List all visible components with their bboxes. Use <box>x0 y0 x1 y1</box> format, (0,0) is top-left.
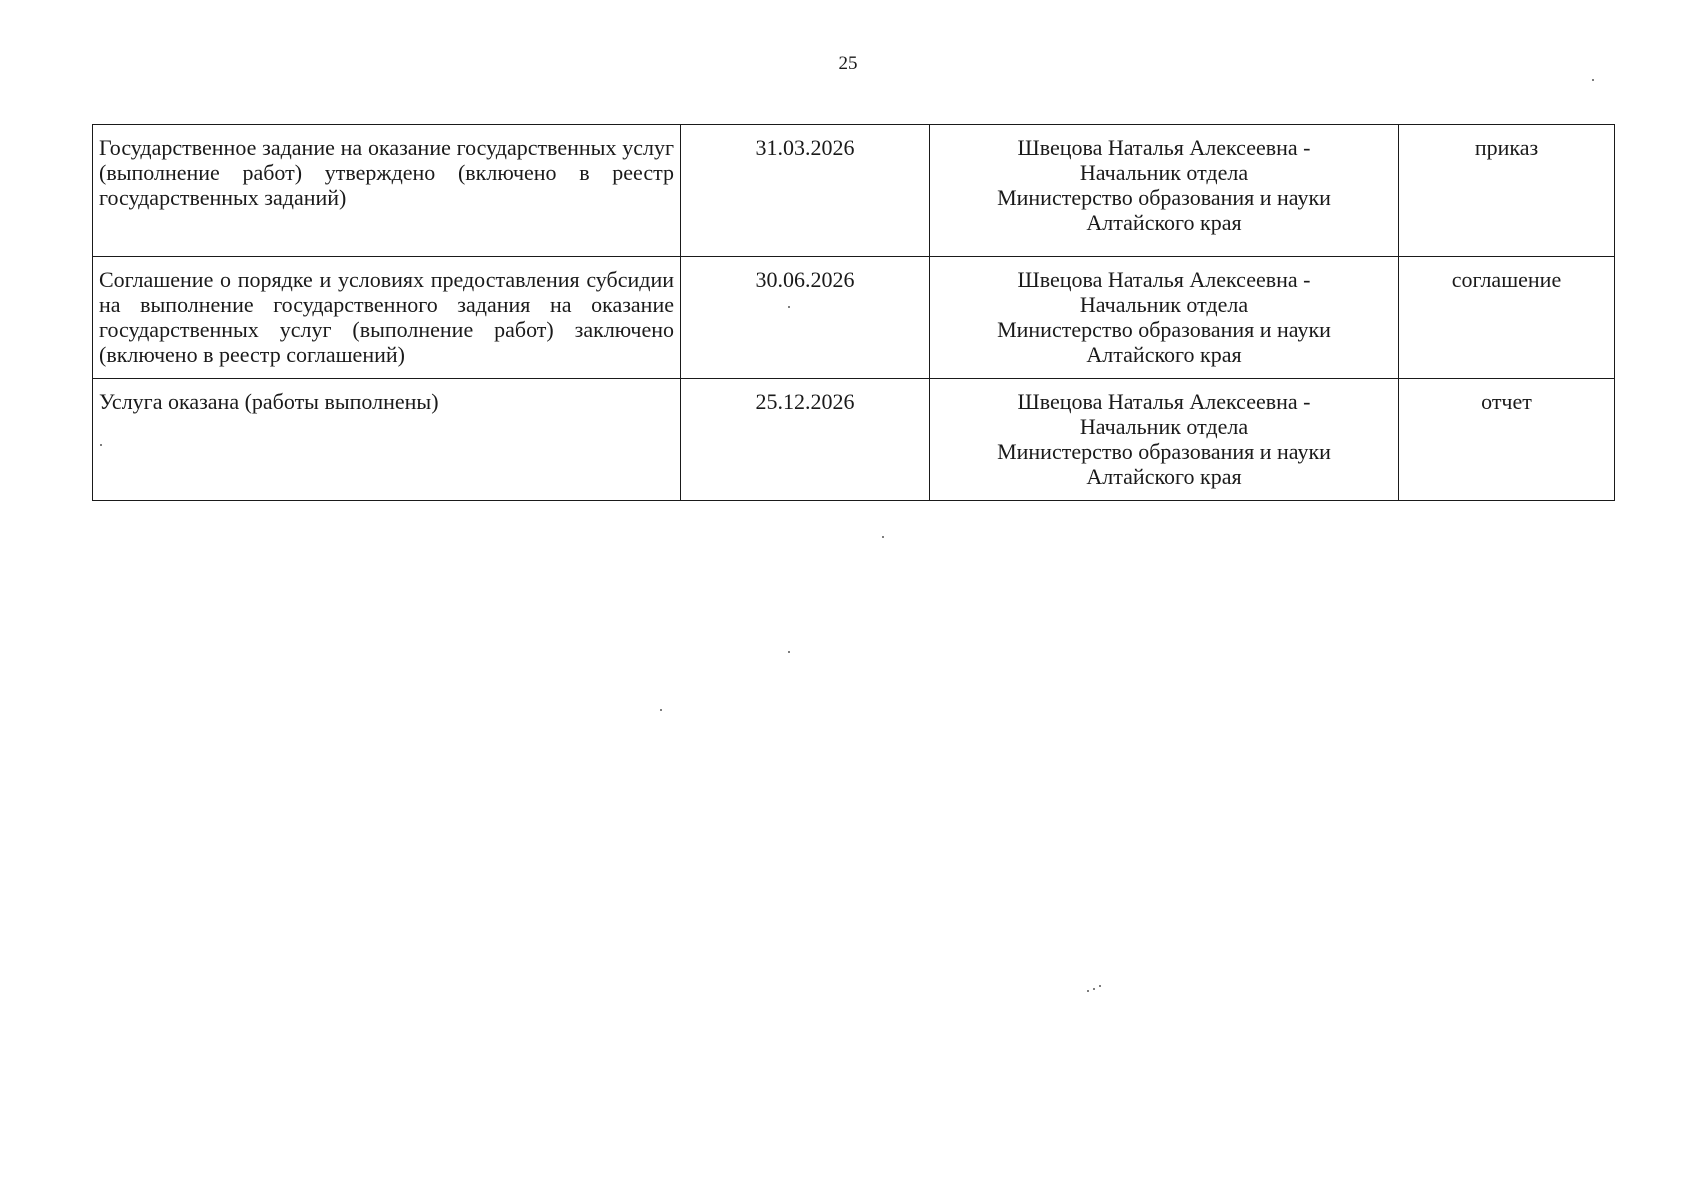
scan-speck <box>1093 988 1095 990</box>
scan-speck <box>100 444 102 446</box>
scan-speck <box>1099 985 1101 987</box>
scan-speck <box>1592 79 1594 81</box>
event-cell: Соглашение о порядке и условиях предоставления субсидии на выполнение государственного задания на оказание государственных услуг (выполнение работ) заключено (включено в реестр соглашений) <box>93 257 681 379</box>
schedule-table <box>92 124 1615 501</box>
scan-speck <box>660 709 662 711</box>
date-cell: 31.03.2026 <box>681 125 930 257</box>
table-row <box>93 257 1615 379</box>
table-row <box>93 125 1615 257</box>
scan-speck <box>1087 990 1089 992</box>
responsible-name: Швецова Наталья Алексеевна - <box>1017 267 1311 292</box>
responsible-org: Министерство образования и науки <box>997 317 1331 342</box>
responsible-cell <box>930 379 1399 501</box>
responsible-org: Министерство образования и науки <box>997 439 1331 464</box>
page-number: 25 <box>838 53 858 74</box>
responsible-name: Швецова Наталья Алексеевна - <box>1017 135 1311 160</box>
responsible-cell <box>930 125 1399 257</box>
responsible-cell <box>930 257 1399 379</box>
date-cell: 25.12.2026 <box>681 379 930 501</box>
responsible-org-region: Алтайского края <box>1086 464 1242 489</box>
scan-speck <box>788 651 790 653</box>
responsible-position: Начальник отдела <box>1079 160 1249 185</box>
document-cell: соглашение <box>1399 257 1615 379</box>
responsible-org-region: Алтайского края <box>1086 342 1242 367</box>
scan-speck <box>788 306 790 308</box>
document-cell: отчет <box>1399 379 1615 501</box>
date-cell: 30.06.2026 <box>681 257 930 379</box>
responsible-position: Начальник отдела <box>1079 414 1249 439</box>
responsible-position: Начальник отдела <box>1079 292 1249 317</box>
table-row <box>93 379 1615 501</box>
scan-speck <box>882 536 884 538</box>
event-cell: Услуга оказана (работы выполнены) <box>93 379 681 501</box>
responsible-name: Швецова Наталья Алексеевна - <box>1017 389 1311 414</box>
event-cell: Государственное задание на оказание государственных услуг (выполнение работ) утверждено (включено в реестр государственных заданий) <box>93 125 681 257</box>
responsible-org-region: Алтайского края <box>1086 210 1242 235</box>
document-cell: приказ <box>1399 125 1615 257</box>
responsible-org: Министерство образования и науки <box>997 185 1331 210</box>
